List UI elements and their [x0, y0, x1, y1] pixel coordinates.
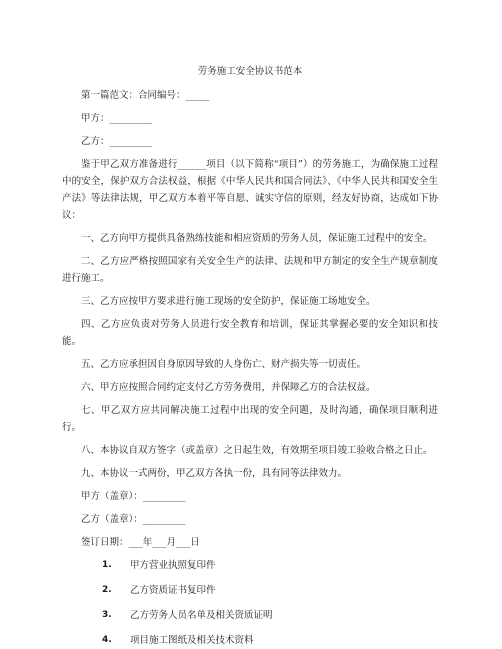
party-a-blank: _________	[109, 113, 153, 124]
party-b-signature-blank: _________	[142, 514, 186, 525]
intro-paragraph	[62, 156, 438, 224]
document-title: 劳务施工安全协议书范本	[197, 66, 303, 77]
sign-date-label: 签订日期：	[81, 537, 129, 548]
party-a-signature-blank: _________	[142, 491, 186, 502]
clause-4: 四、乙方应负责对劳务人员进行安全教育和培训，保证其掌握必要的安全知识和技能。	[62, 319, 438, 347]
clause-5: 五、乙方应承担因自身原因导致的人身伤亡、财产损失等一切责任。	[81, 359, 367, 370]
party-b-signature-line	[62, 511, 438, 528]
sign-date-line	[62, 534, 438, 551]
list-item-number: 2.	[102, 585, 112, 595]
clause-9: 九、本协议一式两份，甲乙双方各执一份，具有同等法律效力。	[81, 468, 348, 479]
clause-6: 六、甲方应按照合同约定支付乙方劳务费用，并保障乙方的合法权益。	[81, 382, 376, 393]
intro-pre: 鉴于甲乙双方准备进行	[81, 159, 178, 170]
party-a-label: 甲方：	[81, 113, 110, 124]
clause-3: 三、乙方应按甲方要求进行施工现场的安全防护，保证施工场地安全。	[81, 296, 376, 307]
list-item-number: 4.	[102, 635, 112, 645]
contract-number-label: 第一篇范文：合同编号：	[81, 90, 186, 101]
sign-year-unit: 年	[142, 537, 153, 548]
list-item-text: 乙方劳务人员名单及相关资质证明	[130, 610, 273, 621]
list-item-number: 3.	[102, 610, 112, 620]
party-a-line	[62, 110, 438, 127]
clause-2: 二、乙方应严格按照国家有关安全生产的法律、法规和甲方制定的安全生产规章制度进行施工。	[62, 256, 438, 284]
list-item	[62, 607, 438, 624]
contract-number-line	[62, 87, 438, 104]
sign-day-blank: ___	[176, 537, 191, 548]
clause-1: 一、乙方向甲方提供具备熟练技能和相应资质的劳务人员，保证施工过程中的安全。	[81, 233, 433, 244]
clause-8: 八、本协议自双方签字（或盖章）之日起生效，有效期至项目竣工验收合格之日止。	[81, 445, 433, 456]
party-a-signature-label: 甲方（盖章）：	[81, 491, 143, 502]
party-b-label: 乙方：	[81, 136, 110, 147]
list-item	[62, 632, 438, 649]
clause-7: 七、甲乙双方应共同解决施工过程中出现的安全问题，及时沟通，确保项目顺利进行。	[62, 405, 438, 433]
project-name-blank: ______	[177, 159, 207, 170]
sign-month-unit: 月	[166, 537, 177, 548]
sign-day-unit: 日	[190, 537, 200, 548]
list-item-text: 甲方营业执照复印件	[130, 560, 216, 571]
sign-year-blank: ___	[128, 537, 143, 548]
list-item-number: 1.	[102, 560, 112, 570]
party-b-signature-label: 乙方（盖章）：	[81, 514, 143, 525]
list-item-text: 项目施工图纸及相关技术资料	[130, 635, 254, 646]
list-item	[62, 557, 438, 574]
sign-month-blank: ___	[152, 537, 167, 548]
intro-post: 项目（以下简称“项目”）的劳务施工，为确保施工过程中的安全，保护双方合法权益，根据《中华人民共和国合同法》、《中华人民共和国安全生产法》等法律法规，甲乙双方本着平等自愿、诚实守信的原则，经友好协商，达成如下协议：	[62, 159, 438, 221]
list-item	[62, 582, 438, 599]
party-b-blank: _________	[109, 136, 153, 147]
attachment-list	[62, 557, 438, 649]
list-item-text: 乙方资质证书复印件	[130, 585, 216, 596]
party-b-line	[62, 133, 438, 150]
party-a-signature-line	[62, 488, 438, 505]
contract-number-blank: _____	[185, 90, 210, 101]
